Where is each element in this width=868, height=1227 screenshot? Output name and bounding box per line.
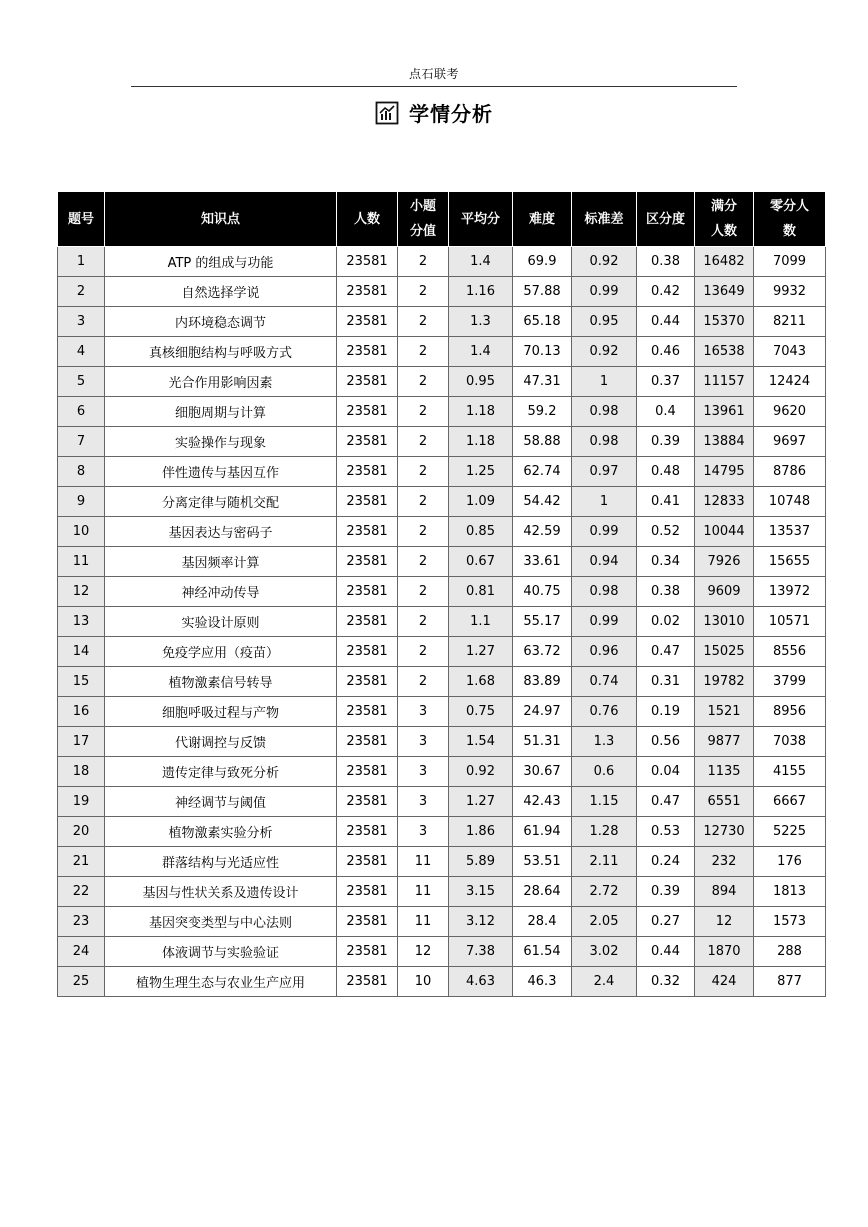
cell-disc: 0.37 xyxy=(637,367,695,397)
cell-count: 23581 xyxy=(337,907,398,937)
table-row xyxy=(58,757,826,787)
cell-full: 9877 xyxy=(695,727,754,757)
cell-score: 3 xyxy=(398,757,449,787)
cell-difficulty: 70.13 xyxy=(513,337,572,367)
cell-topic: 神经调节与阈值 xyxy=(105,787,337,817)
cell-disc: 0.34 xyxy=(637,547,695,577)
cell-topic: 自然选择学说 xyxy=(105,277,337,307)
cell-score: 2 xyxy=(398,577,449,607)
cell-disc: 0.41 xyxy=(637,487,695,517)
cell-full: 6551 xyxy=(695,787,754,817)
cell-disc: 0.47 xyxy=(637,637,695,667)
cell-std: 3.02 xyxy=(572,937,637,967)
cell-difficulty: 54.42 xyxy=(513,487,572,517)
cell-count: 23581 xyxy=(337,667,398,697)
cell-no: 12 xyxy=(58,577,105,607)
cell-no: 3 xyxy=(58,307,105,337)
cell-count: 23581 xyxy=(337,277,398,307)
cell-score: 2 xyxy=(398,397,449,427)
header-avg: 平均分 xyxy=(449,192,513,247)
cell-zero: 10571 xyxy=(754,607,826,637)
cell-disc: 0.38 xyxy=(637,247,695,277)
table-row xyxy=(58,787,826,817)
cell-difficulty: 61.94 xyxy=(513,817,572,847)
cell-no: 24 xyxy=(58,937,105,967)
cell-count: 23581 xyxy=(337,247,398,277)
cell-difficulty: 42.59 xyxy=(513,517,572,547)
cell-zero: 288 xyxy=(754,937,826,967)
cell-difficulty: 46.3 xyxy=(513,967,572,997)
cell-zero: 176 xyxy=(754,847,826,877)
cell-no: 16 xyxy=(58,697,105,727)
cell-zero: 13972 xyxy=(754,577,826,607)
cell-topic: 基因频率计算 xyxy=(105,547,337,577)
cell-avg: 0.75 xyxy=(449,697,513,727)
table-row xyxy=(58,847,826,877)
table-row xyxy=(58,367,826,397)
cell-full: 11157 xyxy=(695,367,754,397)
cell-score: 2 xyxy=(398,547,449,577)
cell-count: 23581 xyxy=(337,427,398,457)
cell-score: 2 xyxy=(398,307,449,337)
header-no: 题号 xyxy=(58,192,105,247)
cell-avg: 1.27 xyxy=(449,787,513,817)
table-row xyxy=(58,457,826,487)
cell-full: 12 xyxy=(695,907,754,937)
cell-topic: 伴性遗传与基因互作 xyxy=(105,457,337,487)
cell-difficulty: 69.9 xyxy=(513,247,572,277)
cell-topic: 植物激素信号转导 xyxy=(105,667,337,697)
cell-zero: 7099 xyxy=(754,247,826,277)
table-row xyxy=(58,547,826,577)
cell-score: 11 xyxy=(398,907,449,937)
cell-full: 13649 xyxy=(695,277,754,307)
cell-full: 894 xyxy=(695,877,754,907)
table-row xyxy=(58,907,826,937)
cell-topic: ATP 的组成与功能 xyxy=(105,247,337,277)
cell-score: 3 xyxy=(398,727,449,757)
cell-score: 2 xyxy=(398,277,449,307)
cell-no: 10 xyxy=(58,517,105,547)
cell-zero: 12424 xyxy=(754,367,826,397)
cell-difficulty: 28.4 xyxy=(513,907,572,937)
cell-difficulty: 61.54 xyxy=(513,937,572,967)
cell-full: 1870 xyxy=(695,937,754,967)
cell-topic: 代谢调控与反馈 xyxy=(105,727,337,757)
cell-score: 2 xyxy=(398,367,449,397)
cell-no: 8 xyxy=(58,457,105,487)
cell-zero: 7043 xyxy=(754,337,826,367)
cell-score: 2 xyxy=(398,607,449,637)
cell-full: 7926 xyxy=(695,547,754,577)
cell-avg: 4.63 xyxy=(449,967,513,997)
table-row xyxy=(58,967,826,997)
cell-count: 23581 xyxy=(337,307,398,337)
cell-avg: 1.25 xyxy=(449,457,513,487)
cell-count: 23581 xyxy=(337,787,398,817)
cell-count: 23581 xyxy=(337,367,398,397)
table-row xyxy=(58,817,826,847)
cell-std: 1 xyxy=(572,487,637,517)
table-row xyxy=(58,337,826,367)
cell-std: 2.05 xyxy=(572,907,637,937)
header-divider xyxy=(131,86,737,87)
cell-disc: 0.39 xyxy=(637,877,695,907)
cell-disc: 0.19 xyxy=(637,697,695,727)
cell-std: 0.97 xyxy=(572,457,637,487)
table-body xyxy=(58,247,826,997)
cell-difficulty: 42.43 xyxy=(513,787,572,817)
cell-full: 13010 xyxy=(695,607,754,637)
cell-avg: 3.15 xyxy=(449,877,513,907)
cell-full: 14795 xyxy=(695,457,754,487)
cell-avg: 1.18 xyxy=(449,427,513,457)
cell-count: 23581 xyxy=(337,697,398,727)
cell-difficulty: 33.61 xyxy=(513,547,572,577)
cell-topic: 遗传定律与致死分析 xyxy=(105,757,337,787)
cell-difficulty: 30.67 xyxy=(513,757,572,787)
cell-full: 13961 xyxy=(695,397,754,427)
cell-difficulty: 62.74 xyxy=(513,457,572,487)
cell-zero: 15655 xyxy=(754,547,826,577)
cell-no: 25 xyxy=(58,967,105,997)
cell-difficulty: 63.72 xyxy=(513,637,572,667)
cell-score: 2 xyxy=(398,637,449,667)
header-org: 点石联考 xyxy=(408,67,459,81)
cell-count: 23581 xyxy=(337,937,398,967)
cell-topic: 植物激素实验分析 xyxy=(105,817,337,847)
header-disc: 区分度 xyxy=(637,192,695,247)
cell-avg: 5.89 xyxy=(449,847,513,877)
cell-score: 3 xyxy=(398,787,449,817)
cell-no: 9 xyxy=(58,487,105,517)
cell-topic: 细胞周期与计算 xyxy=(105,397,337,427)
cell-std: 0.74 xyxy=(572,667,637,697)
cell-topic: 真核细胞结构与呼吸方式 xyxy=(105,337,337,367)
table-row xyxy=(58,937,826,967)
cell-no: 15 xyxy=(58,667,105,697)
cell-std: 0.76 xyxy=(572,697,637,727)
cell-zero: 6667 xyxy=(754,787,826,817)
cell-std: 0.99 xyxy=(572,277,637,307)
cell-zero: 3799 xyxy=(754,667,826,697)
cell-topic: 实验设计原则 xyxy=(105,607,337,637)
cell-avg: 3.12 xyxy=(449,907,513,937)
cell-count: 23581 xyxy=(337,337,398,367)
cell-zero: 1573 xyxy=(754,907,826,937)
cell-topic: 群落结构与光适应性 xyxy=(105,847,337,877)
cell-topic: 基因与性状关系及遗传设计 xyxy=(105,877,337,907)
header-zero: 零分人 数 xyxy=(754,192,826,247)
cell-std: 1 xyxy=(572,367,637,397)
cell-full: 16482 xyxy=(695,247,754,277)
cell-disc: 0.56 xyxy=(637,727,695,757)
cell-avg: 1.18 xyxy=(449,397,513,427)
cell-no: 5 xyxy=(58,367,105,397)
cell-difficulty: 40.75 xyxy=(513,577,572,607)
cell-no: 6 xyxy=(58,397,105,427)
cell-no: 4 xyxy=(58,337,105,367)
cell-topic: 免疫学应用（疫苗） xyxy=(105,637,337,667)
cell-no: 18 xyxy=(58,757,105,787)
cell-topic: 光合作用影响因素 xyxy=(105,367,337,397)
chart-icon xyxy=(375,101,399,125)
table-row xyxy=(58,877,826,907)
cell-score: 2 xyxy=(398,517,449,547)
cell-no: 2 xyxy=(58,277,105,307)
cell-std: 0.98 xyxy=(572,397,637,427)
cell-avg: 1.4 xyxy=(449,337,513,367)
cell-disc: 0.4 xyxy=(637,397,695,427)
cell-full: 15370 xyxy=(695,307,754,337)
analysis-table xyxy=(57,191,826,997)
table-row xyxy=(58,307,826,337)
cell-full: 19782 xyxy=(695,667,754,697)
cell-difficulty: 55.17 xyxy=(513,607,572,637)
cell-score: 2 xyxy=(398,247,449,277)
cell-std: 0.98 xyxy=(572,577,637,607)
cell-score: 11 xyxy=(398,877,449,907)
cell-no: 22 xyxy=(58,877,105,907)
cell-std: 0.99 xyxy=(572,607,637,637)
cell-no: 17 xyxy=(58,727,105,757)
cell-zero: 8556 xyxy=(754,637,826,667)
cell-avg: 0.92 xyxy=(449,757,513,787)
cell-score: 2 xyxy=(398,457,449,487)
cell-no: 20 xyxy=(58,817,105,847)
cell-difficulty: 83.89 xyxy=(513,667,572,697)
cell-count: 23581 xyxy=(337,967,398,997)
header-full: 满分 人数 xyxy=(695,192,754,247)
cell-no: 14 xyxy=(58,637,105,667)
cell-zero: 9932 xyxy=(754,277,826,307)
header-std: 标准差 xyxy=(572,192,637,247)
cell-disc: 0.24 xyxy=(637,847,695,877)
cell-no: 21 xyxy=(58,847,105,877)
cell-no: 7 xyxy=(58,427,105,457)
cell-count: 23581 xyxy=(337,727,398,757)
cell-avg: 1.3 xyxy=(449,307,513,337)
cell-std: 1.3 xyxy=(572,727,637,757)
cell-disc: 0.27 xyxy=(637,907,695,937)
cell-std: 0.98 xyxy=(572,427,637,457)
cell-count: 23581 xyxy=(337,817,398,847)
cell-full: 12730 xyxy=(695,817,754,847)
cell-difficulty: 58.88 xyxy=(513,427,572,457)
cell-no: 19 xyxy=(58,787,105,817)
cell-topic: 细胞呼吸过程与产物 xyxy=(105,697,337,727)
cell-avg: 1.09 xyxy=(449,487,513,517)
cell-difficulty: 24.97 xyxy=(513,697,572,727)
cell-topic: 实验操作与现象 xyxy=(105,427,337,457)
table-row xyxy=(58,727,826,757)
cell-avg: 0.67 xyxy=(449,547,513,577)
cell-score: 2 xyxy=(398,427,449,457)
cell-disc: 0.47 xyxy=(637,787,695,817)
cell-score: 11 xyxy=(398,847,449,877)
cell-disc: 0.04 xyxy=(637,757,695,787)
header-difficulty: 难度 xyxy=(513,192,572,247)
cell-avg: 1.68 xyxy=(449,667,513,697)
cell-disc: 0.46 xyxy=(637,337,695,367)
cell-zero: 877 xyxy=(754,967,826,997)
cell-std: 0.95 xyxy=(572,307,637,337)
cell-difficulty: 59.2 xyxy=(513,397,572,427)
cell-difficulty: 47.31 xyxy=(513,367,572,397)
cell-count: 23581 xyxy=(337,757,398,787)
cell-disc: 0.32 xyxy=(637,967,695,997)
cell-score: 3 xyxy=(398,817,449,847)
cell-std: 0.92 xyxy=(572,337,637,367)
cell-avg: 1.4 xyxy=(449,247,513,277)
cell-no: 23 xyxy=(58,907,105,937)
cell-std: 0.99 xyxy=(572,517,637,547)
cell-score: 12 xyxy=(398,937,449,967)
cell-avg: 0.81 xyxy=(449,577,513,607)
cell-disc: 0.44 xyxy=(637,307,695,337)
cell-difficulty: 57.88 xyxy=(513,277,572,307)
cell-score: 2 xyxy=(398,487,449,517)
cell-zero: 1813 xyxy=(754,877,826,907)
cell-std: 1.28 xyxy=(572,817,637,847)
cell-disc: 0.53 xyxy=(637,817,695,847)
cell-full: 232 xyxy=(695,847,754,877)
cell-count: 23581 xyxy=(337,577,398,607)
table-row xyxy=(58,517,826,547)
header-topic: 知识点 xyxy=(105,192,337,247)
cell-avg: 1.86 xyxy=(449,817,513,847)
cell-zero: 8786 xyxy=(754,457,826,487)
cell-count: 23581 xyxy=(337,547,398,577)
page-title-text: 学情分析 xyxy=(409,102,493,126)
cell-topic: 神经冲动传导 xyxy=(105,577,337,607)
cell-avg: 0.85 xyxy=(449,517,513,547)
cell-std: 0.96 xyxy=(572,637,637,667)
cell-std: 0.94 xyxy=(572,547,637,577)
cell-std: 0.92 xyxy=(572,247,637,277)
cell-count: 23581 xyxy=(337,847,398,877)
cell-zero: 5225 xyxy=(754,817,826,847)
header-count: 人数 xyxy=(337,192,398,247)
cell-avg: 1.16 xyxy=(449,277,513,307)
table-row xyxy=(58,247,826,277)
cell-difficulty: 51.31 xyxy=(513,727,572,757)
cell-topic: 植物生理生态与农业生产应用 xyxy=(105,967,337,997)
cell-count: 23581 xyxy=(337,487,398,517)
cell-no: 13 xyxy=(58,607,105,637)
cell-disc: 0.38 xyxy=(637,577,695,607)
cell-avg: 1.27 xyxy=(449,637,513,667)
table-row xyxy=(58,277,826,307)
cell-topic: 基因表达与密码子 xyxy=(105,517,337,547)
cell-disc: 0.39 xyxy=(637,427,695,457)
cell-zero: 10748 xyxy=(754,487,826,517)
page-title xyxy=(0,98,868,127)
cell-zero: 7038 xyxy=(754,727,826,757)
cell-zero: 13537 xyxy=(754,517,826,547)
cell-disc: 0.02 xyxy=(637,607,695,637)
cell-full: 424 xyxy=(695,967,754,997)
cell-avg: 1.54 xyxy=(449,727,513,757)
cell-count: 23581 xyxy=(337,517,398,547)
cell-full: 1521 xyxy=(695,697,754,727)
cell-full: 1135 xyxy=(695,757,754,787)
cell-no: 11 xyxy=(58,547,105,577)
cell-std: 0.6 xyxy=(572,757,637,787)
cell-score: 2 xyxy=(398,337,449,367)
table-row xyxy=(58,697,826,727)
cell-avg: 0.95 xyxy=(449,367,513,397)
cell-topic: 基因突变类型与中心法则 xyxy=(105,907,337,937)
cell-avg: 1.1 xyxy=(449,607,513,637)
cell-full: 9609 xyxy=(695,577,754,607)
cell-topic: 内环境稳态调节 xyxy=(105,307,337,337)
cell-no: 1 xyxy=(58,247,105,277)
cell-count: 23581 xyxy=(337,607,398,637)
table-row xyxy=(58,577,826,607)
cell-avg: 7.38 xyxy=(449,937,513,967)
cell-full: 12833 xyxy=(695,487,754,517)
cell-disc: 0.42 xyxy=(637,277,695,307)
cell-score: 2 xyxy=(398,667,449,697)
cell-full: 16538 xyxy=(695,337,754,367)
cell-count: 23581 xyxy=(337,397,398,427)
cell-std: 2.4 xyxy=(572,967,637,997)
cell-topic: 体液调节与实验验证 xyxy=(105,937,337,967)
table-row xyxy=(58,607,826,637)
cell-zero: 8211 xyxy=(754,307,826,337)
cell-std: 2.11 xyxy=(572,847,637,877)
table-header-row xyxy=(58,192,826,247)
cell-count: 23581 xyxy=(337,877,398,907)
cell-disc: 0.48 xyxy=(637,457,695,487)
cell-zero: 4155 xyxy=(754,757,826,787)
cell-full: 10044 xyxy=(695,517,754,547)
cell-zero: 9697 xyxy=(754,427,826,457)
table-row xyxy=(58,397,826,427)
table-row xyxy=(58,487,826,517)
cell-difficulty: 28.64 xyxy=(513,877,572,907)
cell-count: 23581 xyxy=(337,637,398,667)
cell-difficulty: 65.18 xyxy=(513,307,572,337)
cell-disc: 0.31 xyxy=(637,667,695,697)
cell-full: 13884 xyxy=(695,427,754,457)
cell-score: 3 xyxy=(398,697,449,727)
table-row xyxy=(58,427,826,457)
cell-zero: 9620 xyxy=(754,397,826,427)
cell-count: 23581 xyxy=(337,457,398,487)
cell-difficulty: 53.51 xyxy=(513,847,572,877)
header-score: 小题 分值 xyxy=(398,192,449,247)
cell-disc: 0.44 xyxy=(637,937,695,967)
cell-disc: 0.52 xyxy=(637,517,695,547)
cell-topic: 分离定律与随机交配 xyxy=(105,487,337,517)
table-row xyxy=(58,637,826,667)
table-row xyxy=(58,667,826,697)
cell-std: 1.15 xyxy=(572,787,637,817)
cell-zero: 8956 xyxy=(754,697,826,727)
cell-full: 15025 xyxy=(695,637,754,667)
cell-score: 10 xyxy=(398,967,449,997)
cell-std: 2.72 xyxy=(572,877,637,907)
